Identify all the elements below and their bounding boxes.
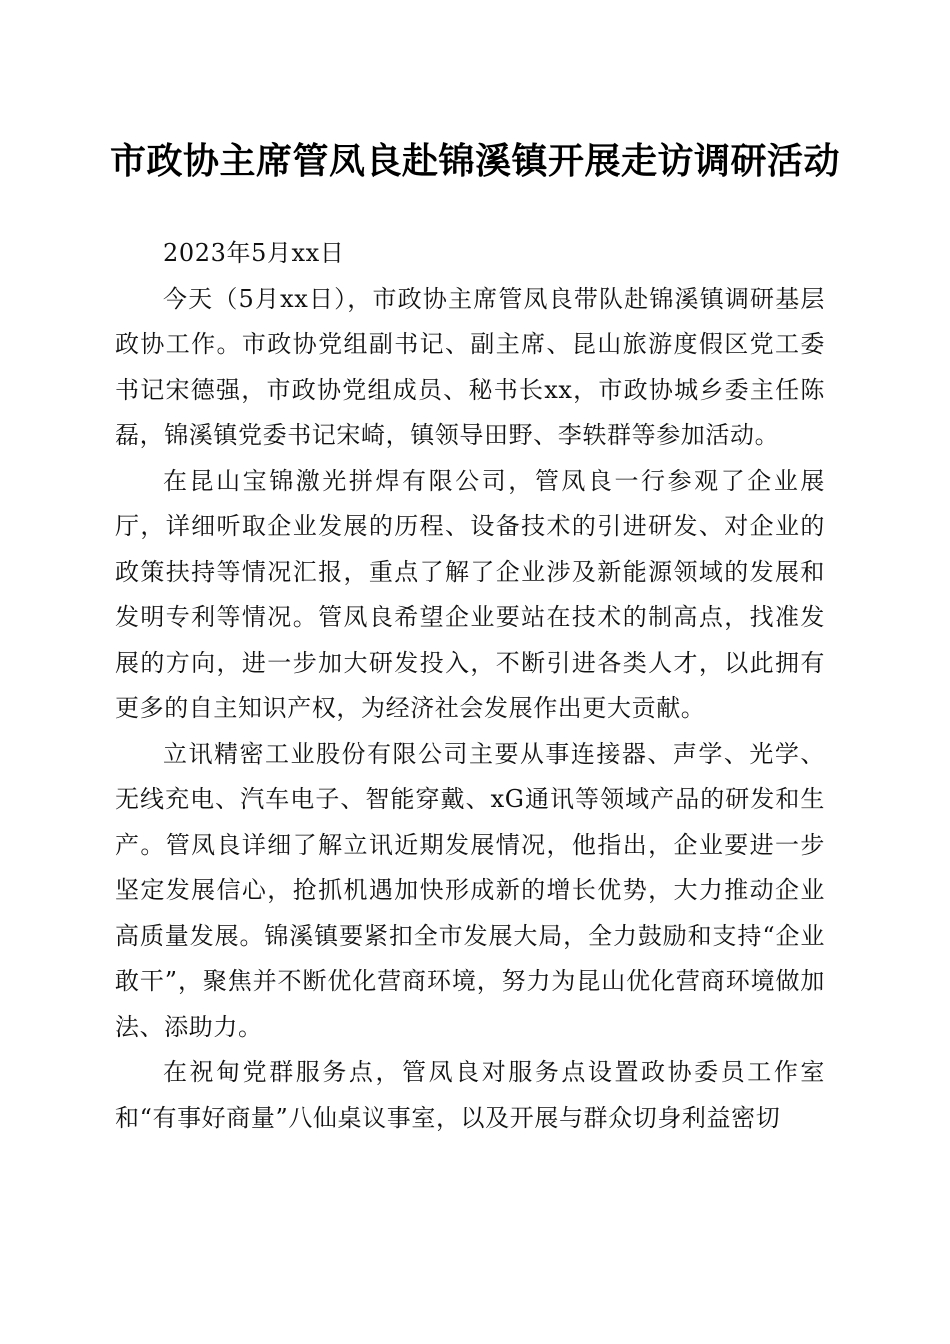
paragraph: 在昆山宝锦激光拼焊有限公司，管凤良一行参观了企业展厅，详细听取企业发展的历程、设备技术的引进研发、对企业的政策扶持等情况汇报，重点了解了企业涉及新能源领域的发展和发明专利等情况。管凤良希望企业要站在技术的制高点，找准发展的方向，进一步加大研发投入，不断引进各类人才，以此拥有更多的自主知识产权，为经济社会发展作出更大贡献。 xyxy=(115,466,825,722)
date-line: 2023年5月xx日 xyxy=(163,239,345,267)
document-body xyxy=(115,231,825,1141)
paragraph: 立讯精密工业股份有限公司主要从事连接器、声学、光学、无线充电、汽车电子、智能穿戴、xG通讯等领域产品的研发和生产。管凤良详细了解立讯近期发展情况，他指出，企业要进一步坚定发展信心，抢抓机遇加快形成新的增长优势，大力推动企业高质量发展。锦溪镇要紧扣全市发展大局，全力鼓励和支持“企业敢干”，聚焦并不断优化营商环境，努力为昆山优化营商环境做加法、添助力。 xyxy=(115,739,825,1041)
paragraph: 在祝甸党群服务点，管凤良对服务点设置政协委员工作室和“有事好商量”八仙桌议事室，以及开展与群众切身利益密切 xyxy=(115,1058,825,1132)
paragraph: 今天（5月xx日），市政协主席管凤良带队赴锦溪镇调研基层政协工作。市政协党组副书记、副主席、昆山旅游度假区党工委书记宋德强，市政协党组成员、秘书长xx，市政协城乡委主任陈磊，锦溪镇党委书记宋崎，镇领导田野、李轶群等参加活动。 xyxy=(115,284,825,449)
document-title: 市政协主席管凤良赴锦溪镇开展走访调研活动 xyxy=(109,140,840,182)
